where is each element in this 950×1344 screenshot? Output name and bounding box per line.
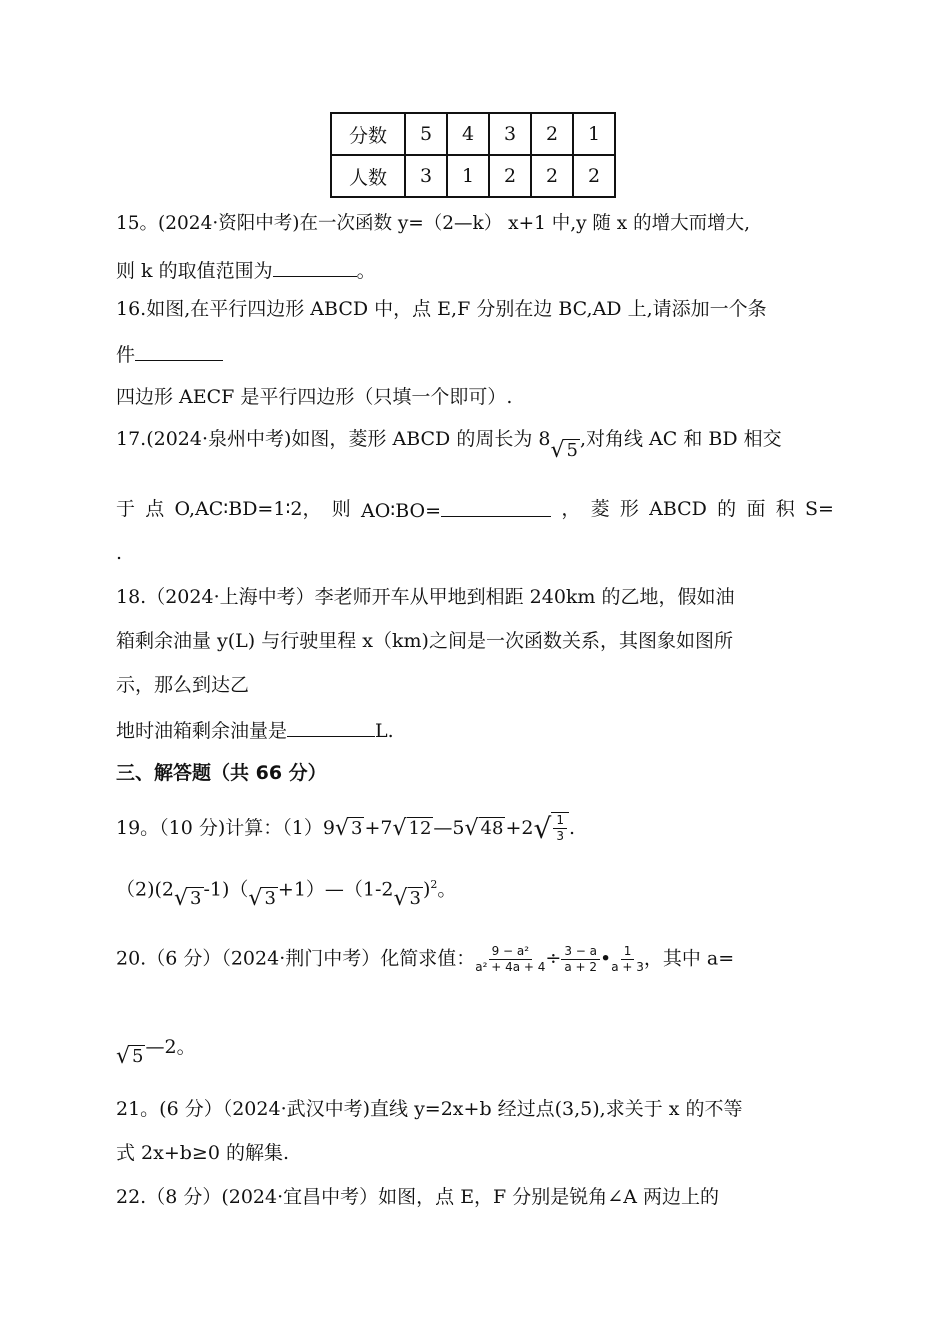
- word-with-blank: [361, 496, 551, 524]
- q21-line1: 21。(6 分）（2024·武汉中考)直线 y=2x+b 经过点(3,5),求关于 x 的不等: [116, 1098, 743, 1120]
- word: AO∶BO=: [361, 500, 442, 522]
- fraction: [611, 944, 644, 975]
- table-cell: 4: [447, 113, 489, 155]
- q19-text: 19。（10 分)计算：（1）9: [116, 817, 335, 839]
- q16-line2: [116, 340, 223, 368]
- q17-line3: .: [116, 542, 123, 564]
- divide-sign: ÷: [545, 947, 562, 970]
- sqrt: √ 12: [392, 816, 432, 841]
- denominator: a² + 4a + 4: [475, 960, 546, 974]
- word: 则: [331, 498, 351, 520]
- paren: ): [423, 878, 431, 901]
- operator: +7: [364, 817, 393, 839]
- radicand: 3: [190, 888, 202, 910]
- q17-text-b: ,对角线 AC 和 BD 相交: [579, 428, 782, 450]
- sqrt: √ 3: [248, 886, 276, 912]
- q20-text: 20.（6 分）（2024·荆门中考）化简求值：: [116, 947, 476, 970]
- q18-line1: 18.（2024·上海中考）李老师开车从甲地到相距 240km 的乙地，假如油: [116, 586, 735, 608]
- q16-line1: 16.如图,在平行四边形 ABCD 中，点 E,F 分别在边 BC,AD 上,请添加一个条: [116, 298, 767, 320]
- q15-text: 则 k 的取值范围为: [116, 260, 273, 282]
- word: 面: [746, 498, 766, 520]
- q17-text: 17.(2024·泉州中考)如图，菱形 ABCD 的周长为 8: [116, 428, 551, 450]
- word: 菱: [590, 498, 610, 520]
- q15-line1: 15。(2024·资阳中考)在一次函数 y=（2—k） x+1 中,y 随 x 的增大而增大,: [116, 213, 751, 234]
- q19-line2: [116, 872, 456, 911]
- q18-end: L.: [375, 720, 394, 742]
- operator: -1)（: [203, 878, 249, 901]
- fraction: [475, 944, 545, 975]
- section-title: 三、解答题（共 66 分）: [116, 762, 327, 784]
- q20-line2: [116, 1034, 196, 1069]
- q18-line2: 箱剩余油量 y(L) 与行驶里程 x（km)之间是一次函数关系，其图象如图所: [116, 630, 733, 652]
- q19-text: （2)(2: [116, 878, 175, 901]
- period: .: [568, 817, 575, 839]
- q15-line2: [116, 256, 376, 284]
- radicand: 5: [132, 1046, 144, 1067]
- table-cell: 2: [573, 155, 615, 197]
- radicand: 3: [264, 888, 276, 910]
- sqrt-fraction: √ $\frac{1}{3}$: [533, 812, 568, 846]
- denominator: 3: [556, 829, 564, 843]
- answer-blank: [287, 716, 375, 737]
- table-cell: 1: [447, 155, 489, 197]
- operator: +1）—（1-2: [277, 878, 394, 901]
- radicand: 48: [480, 818, 504, 839]
- q22-line1: 22.（8 分）(2024·宜昌中考）如图，点 E，F 分别是锐角∠A 两边上的: [116, 1186, 719, 1208]
- multiply-dot: •: [600, 947, 612, 970]
- q21-line2: 式 2x+b≥0 的解集.: [116, 1142, 290, 1164]
- radicand: 3: [409, 888, 421, 910]
- table-row: [331, 113, 615, 155]
- q18-line4: [116, 716, 394, 744]
- answer-blank: [135, 340, 223, 361]
- sqrt: √ 3: [393, 886, 421, 912]
- fraction: [553, 813, 567, 844]
- word: 的: [717, 498, 737, 520]
- q16-line3: 四边形 AECF 是平行四边形（只填一个即可）.: [116, 386, 513, 408]
- numerator: 9 − a²: [489, 944, 532, 960]
- q18-text: 地时油箱剩余油量是: [116, 720, 288, 742]
- table-cell: 2: [531, 155, 573, 197]
- q19-line1: [116, 812, 575, 846]
- q15-end: 。: [356, 260, 376, 282]
- answer-blank: [273, 256, 357, 277]
- word: 形: [619, 498, 639, 520]
- word: ABCD: [649, 498, 707, 520]
- radicand: 3: [351, 818, 363, 839]
- q17-line2: [116, 496, 834, 524]
- q20-line1: [116, 944, 734, 975]
- period: 。: [437, 878, 457, 901]
- q17-line1: [116, 426, 782, 463]
- sqrt: √ 5: [116, 1044, 144, 1069]
- table-header-cell: 分数: [331, 113, 405, 155]
- q20-end: —2。: [145, 1036, 196, 1058]
- q16-text: 件: [116, 344, 136, 366]
- answer-blank: [441, 496, 551, 517]
- word: 积: [775, 498, 795, 520]
- word: ，: [561, 498, 581, 520]
- table-cell: 2: [489, 155, 531, 197]
- table-cell: 3: [489, 113, 531, 155]
- word: 点: [145, 498, 165, 520]
- fraction: [561, 944, 600, 975]
- sqrt: √ 3: [334, 816, 363, 841]
- table-cell: 3: [405, 155, 447, 197]
- table-cell: 5: [405, 113, 447, 155]
- sqrt: √ 5: [550, 438, 578, 463]
- denominator: a + 3: [611, 960, 644, 974]
- word: S=: [804, 498, 834, 520]
- table-header-cell: 人数: [331, 155, 405, 197]
- table-row: [331, 155, 615, 197]
- operator: +2: [505, 817, 534, 839]
- q18-line3: 示，那么到达乙: [116, 674, 250, 696]
- numerator: 1: [621, 944, 635, 960]
- word: 于: [116, 498, 136, 520]
- radicand: 5: [566, 440, 578, 461]
- sqrt: √ 48: [464, 816, 504, 841]
- q20-suffix: ，其中 a=: [643, 947, 735, 970]
- operator: —5: [433, 817, 465, 839]
- numerator: 3 − a: [561, 944, 600, 960]
- exponent: 2: [430, 878, 438, 891]
- word: O,AC∶BD=1∶2，: [174, 498, 322, 520]
- denominator: a + 2: [564, 960, 597, 974]
- radicand: 12: [408, 818, 432, 839]
- score-table: [330, 112, 616, 198]
- sqrt: √ 3: [174, 886, 202, 912]
- numerator: 1: [553, 813, 567, 829]
- table-cell: 2: [531, 113, 573, 155]
- table-cell: 1: [573, 113, 615, 155]
